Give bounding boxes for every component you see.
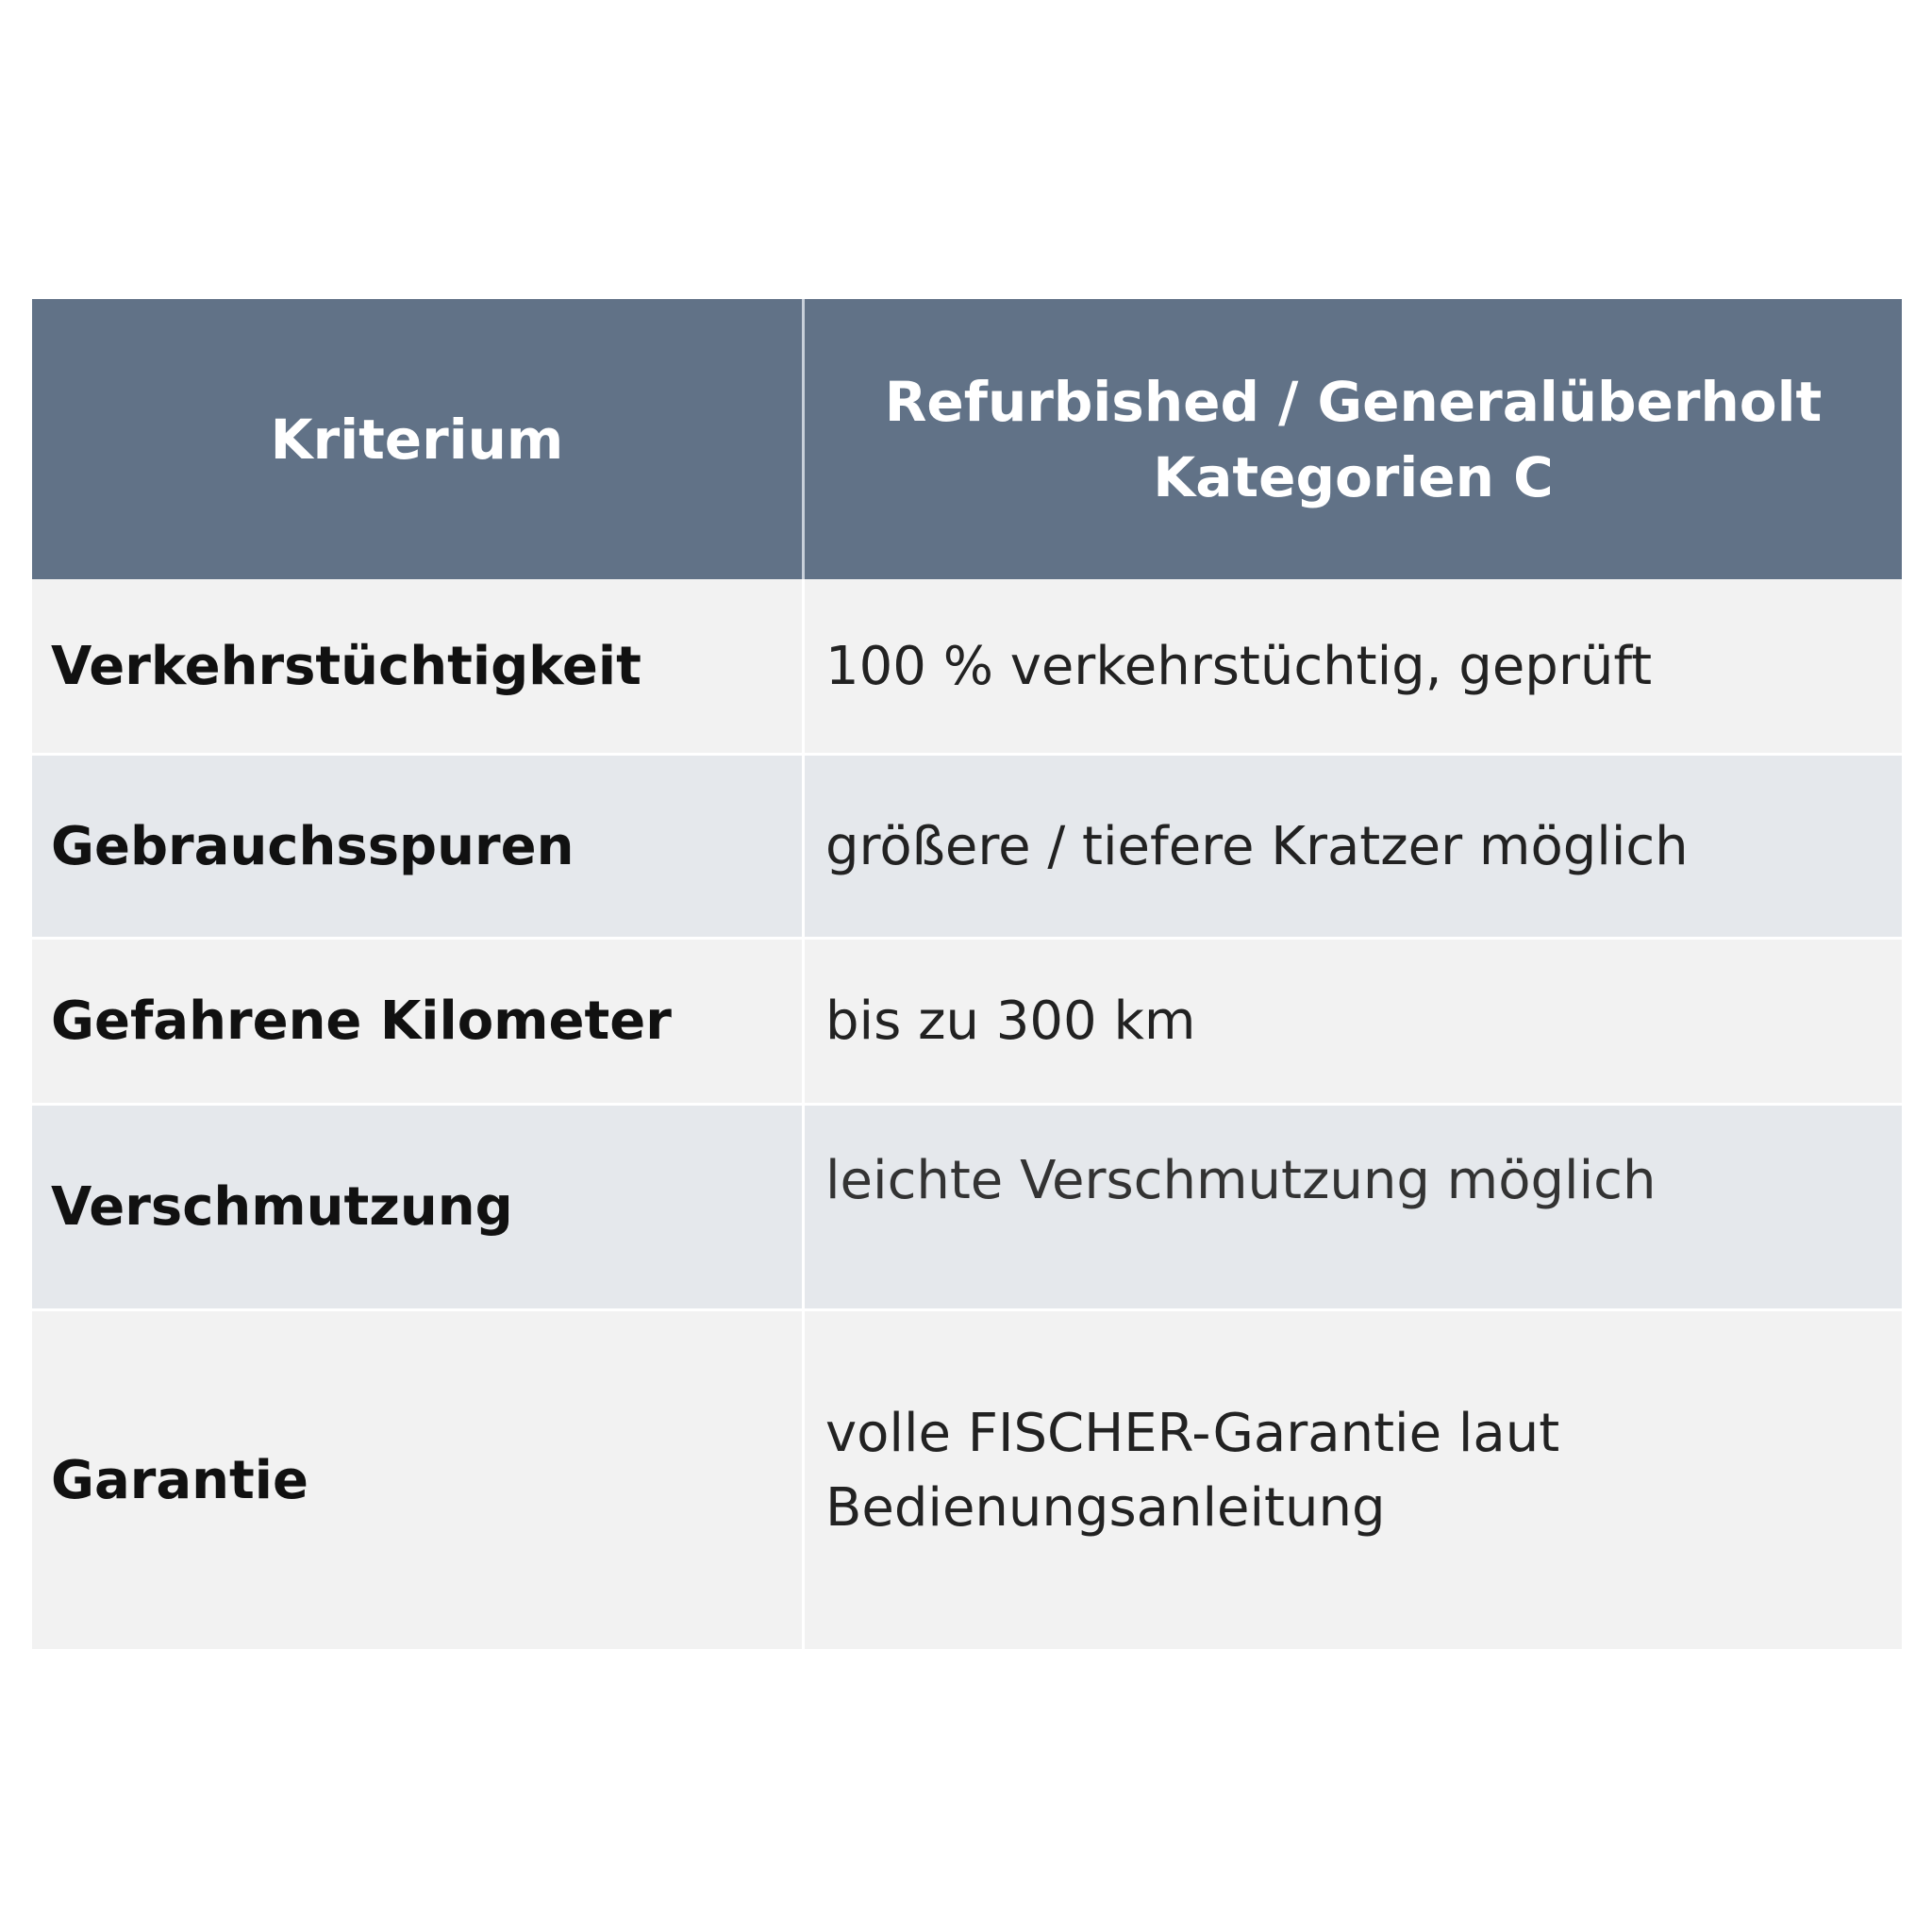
- criterion-cell: Verkehrstüchtigkeit: [32, 579, 805, 753]
- table-row: [32, 756, 1902, 940]
- header-category-label: Refurbished / Generalüberholt Kategorien C: [884, 369, 1823, 509]
- value-text: volle FISCHER-Garantie laut Bedienungsanleitung: [825, 1403, 1560, 1539]
- table-header-row: [32, 299, 1902, 579]
- criterion-cell: Garantie: [32, 1311, 805, 1649]
- table-row: [32, 1311, 1902, 1649]
- value-cell: 100 % verkehrstüchtig, geprüft: [825, 635, 1653, 697]
- header-criterion: [32, 299, 805, 579]
- value-cell: [805, 1311, 1902, 1649]
- value-cell: leichte Verschmutzung möglich: [825, 1150, 1657, 1211]
- value-cell: bis zu 300 km: [825, 991, 1196, 1052]
- table-row: [32, 940, 1902, 1106]
- value-cell: größere / tiefere Kratzer möglich: [825, 815, 1689, 877]
- criterion-cell: Verschmutzung: [32, 1106, 805, 1308]
- table-row: [32, 1106, 1902, 1311]
- criterion-cell: Gefahrene Kilometer: [32, 940, 805, 1103]
- header-criterion-label: Kriterium: [270, 407, 564, 472]
- criterion-cell: Gebrauchsspuren: [32, 756, 805, 937]
- comparison-table: [32, 299, 1902, 1649]
- table-row: [32, 579, 1902, 756]
- header-category: [805, 299, 1902, 579]
